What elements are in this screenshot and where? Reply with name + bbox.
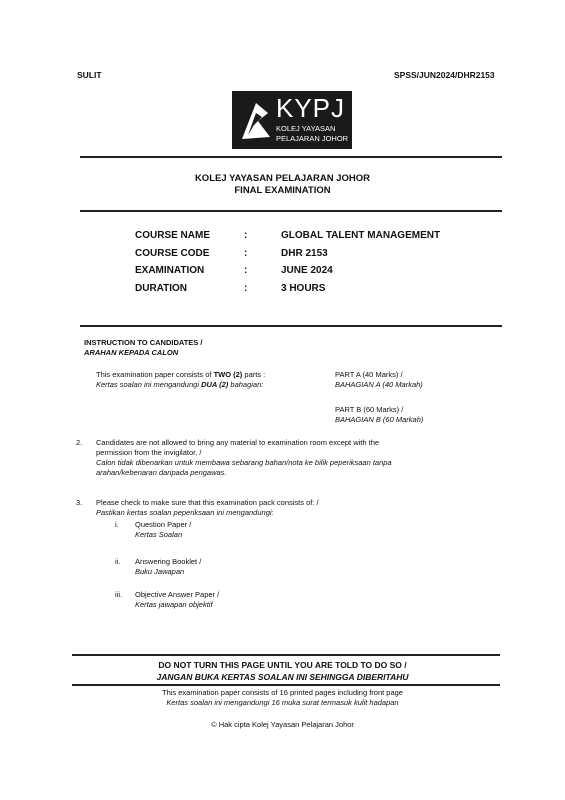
exam-title: FINAL EXAMINATION — [234, 185, 331, 196]
instructions-heading-en: INSTRUCTION TO CANDIDATES / — [84, 338, 203, 347]
duration-label: DURATION — [135, 283, 188, 294]
subitem2-my: Buku Jawapan — [135, 567, 185, 576]
subitem1-num: i. — [115, 520, 119, 529]
subitem1-my: Kertas Soalan — [135, 530, 183, 539]
copyright: © Hak cipta Kolej Yayasan Pelajaran Johor — [211, 720, 354, 729]
subitem2-num: ii. — [115, 557, 121, 566]
divider-top — [80, 156, 502, 158]
part-a-en: PART A (40 Marks) / — [335, 370, 403, 379]
item2-number: 2. — [76, 438, 83, 447]
item1-en-suffix: parts : — [242, 370, 266, 379]
part-a-my: BAHAGIAN A (40 Markah) — [335, 380, 423, 389]
logo-brand: KYPJ — [276, 93, 346, 123]
header-sulit: SULIT — [77, 70, 102, 80]
subitem2-en: Answering Booklet / — [135, 557, 202, 566]
duration-colon: : — [244, 283, 248, 294]
examination-value: JUNE 2024 — [281, 265, 333, 276]
item1-en-prefix: This examination paper consists of — [96, 370, 214, 379]
item3-en: Please check to make sure that this examination pack consists of: / — [96, 498, 319, 507]
header-reference-code: SPSS/JUN2024/DHR2153 — [394, 70, 495, 80]
subitem3-num: iii. — [115, 590, 123, 599]
item1-my — [96, 380, 263, 389]
item1-my-suffix: bahagian: — [228, 380, 264, 389]
institution-name: KOLEJ YAYASAN PELAJARAN JOHOR — [194, 173, 371, 184]
logo-line1: KOLEJ YAYASAN — [276, 124, 336, 133]
item3-my: Pastikan kertas soalan peperiksaan ini mengandungi: — [96, 508, 274, 517]
course-code-value: DHR 2153 — [281, 248, 328, 259]
subitem1-en: Question Paper / — [135, 520, 192, 529]
item2-my-line2: arahan/kebenaran daripada pengawas. — [96, 468, 227, 477]
kypj-logo — [232, 91, 352, 149]
page-count-my: Kertas soalan ini mengandungi 16 muka surat termasuk kulit hadapan — [166, 698, 399, 707]
divider-title — [80, 210, 502, 212]
warning-my: JANGAN BUKA KERTAS SOALAN INI SEHINGGA DIBERITAHU — [156, 672, 409, 682]
subitem3-en: Objective Answer Paper / — [135, 590, 220, 599]
divider-footer-top — [72, 654, 500, 656]
divider-info — [80, 325, 502, 327]
page-count-en: This examination paper consists of 16 printed pages including front page — [162, 688, 403, 697]
course-code-colon: : — [244, 248, 248, 259]
part-b-en: PART B (60 Marks) / — [335, 405, 404, 414]
item1-my-prefix: Kertas soalan ini mengandungi — [96, 380, 202, 389]
item2-en-line2: permission from the invigilator. / — [96, 448, 202, 457]
examination-colon: : — [244, 265, 248, 276]
part-b-my: BAHAGIAN B (60 Markah) — [335, 415, 424, 424]
course-code-label: COURSE CODE — [135, 248, 210, 259]
course-name-value: GLOBAL TALENT MANAGEMENT — [281, 230, 441, 241]
item1-my-bold: DUA (2) — [201, 380, 229, 389]
duration-value: 3 HOURS — [281, 283, 326, 294]
item2-my-line1: Calon tidak dibenarkan untuk membawa sebarang bahan/nota ke bilik peperiksaan tanpa — [96, 458, 392, 467]
item1-en-bold: TWO (2) — [213, 370, 243, 379]
instructions-heading-my: ARAHAN KEPADA CALON — [84, 348, 179, 357]
item3-number: 3. — [76, 498, 83, 507]
logo-emblem-icon — [238, 99, 272, 141]
course-name-colon: : — [244, 230, 248, 241]
warning-en: DO NOT TURN THIS PAGE UNTIL YOU ARE TOLD TO DO SO / — [158, 660, 407, 670]
item2-en-line1: Candidates are not allowed to bring any material to examination room except with the — [96, 438, 380, 447]
examination-label: EXAMINATION — [135, 265, 205, 276]
course-name-label: COURSE NAME — [135, 230, 211, 241]
item1-en — [96, 370, 265, 379]
subitem3-my: Kertas jawapan objektif — [135, 600, 213, 609]
divider-footer-bottom — [72, 684, 500, 686]
logo-line2: PELAJARAN JOHOR — [276, 134, 349, 143]
